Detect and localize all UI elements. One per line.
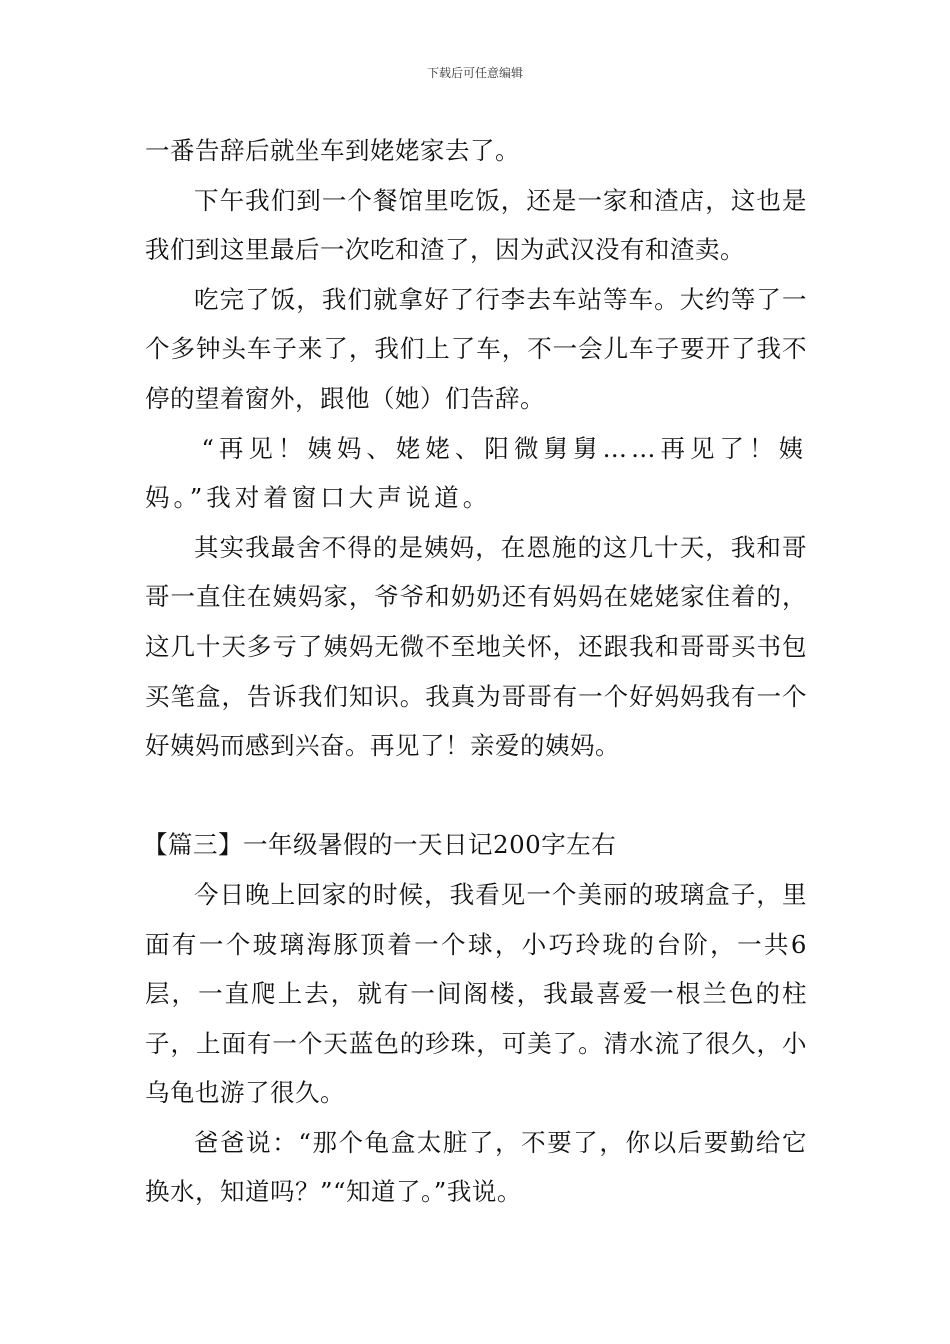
section-spacer xyxy=(145,771,807,821)
section-title: 【篇三】一年级暑假的一天日记200字左右 xyxy=(143,830,617,860)
section-paragraph-2: 爸爸说：“那个龟盒太脏了，不要了，你以后要勤给它换水，知道吗？”“知道了。”我说。 xyxy=(145,1127,807,1207)
section-paragraph-1: 今日晚上回家的时候，我看见一个美丽的玻璃盒子，里面有一个玻璃海豚顶着一个球，小巧玲珑的台阶，一共6层，一直爬上去，就有一间阁楼，我最喜爱一根兰色的柱子，上面有一个天蓝色的珍珠，可美了。清水流了很久，小乌龟也游了很久。 xyxy=(145,879,807,1108)
paragraph-1: 一番告辞后就坐车到姥姥家去了。 xyxy=(145,136,520,165)
paragraph-3: 吃完了饭，我们就拿好了行李去车站等车。大约等了一个多钟头车子来了，我们上了车，不一会儿车子要开了我不停的望着窗外，跟他（她）们告辞。 xyxy=(145,284,807,413)
paragraph-5: 其实我最舍不得的是姨妈，在恩施的这几十天，我和哥哥一直住在姨妈家，爷爷和奶奶还有妈妈在姥姥家住着的，这几十天多亏了姨妈无微不至地关怀，还跟我和哥哥买书包买笔盒，告诉我们知识。我真为哥哥有一个好妈妈我有一个好姨妈而感到兴奋。再见了！亲爱的姨妈。 xyxy=(145,532,807,761)
page-header-note: 下载后可任意编辑 xyxy=(426,66,523,80)
paragraph-2: 下午我们到一个餐馆里吃饭，还是一家和渣店，这也是我们到这里最后一次吃和渣了，因为武汉没有和渣卖。 xyxy=(145,185,807,265)
paragraph-4-quote: “再见！姨妈、姥姥、阳微舅舅……再见了！姨妈。”我对着窗口大声说道。 xyxy=(145,433,807,513)
document-body xyxy=(145,126,807,1217)
